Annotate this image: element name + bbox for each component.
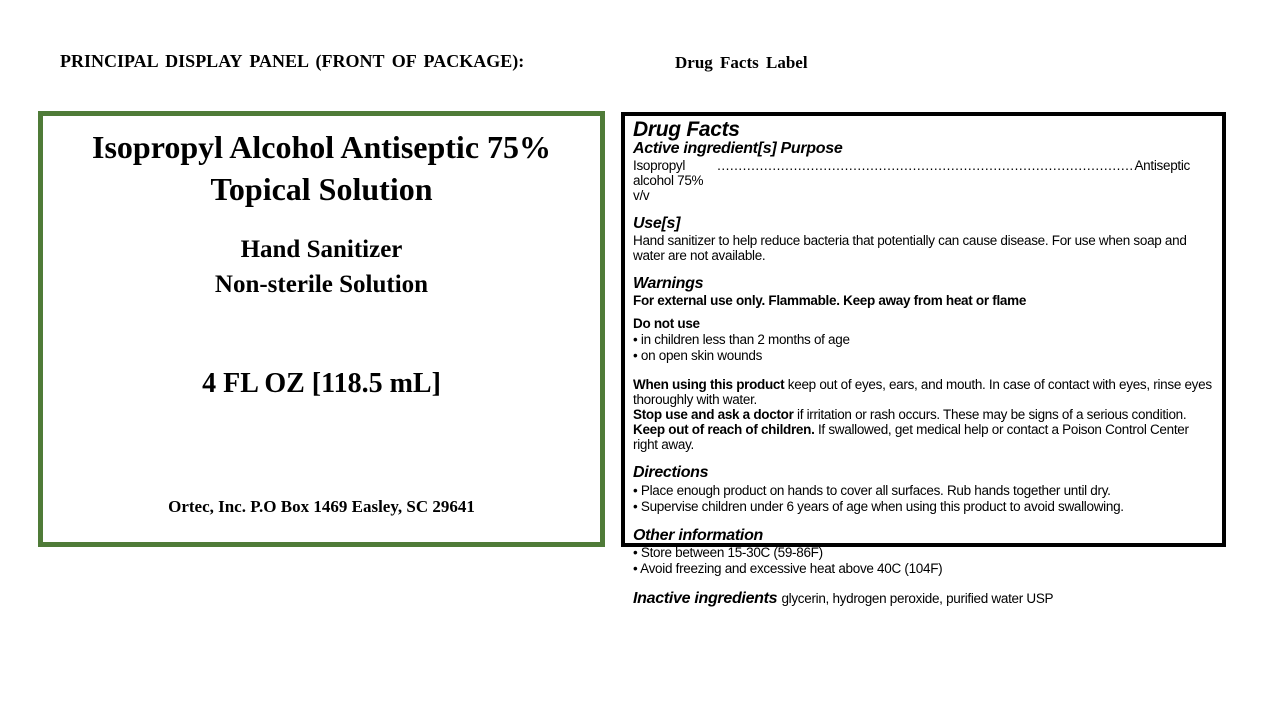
directions-section (633, 465, 1212, 514)
product-subtitle (43, 232, 600, 302)
when-using-lead: When using this product (633, 376, 785, 392)
principal-display-panel-heading: PRINCIPAL DISPLAY PANEL (FRONT OF PACKAGE): (60, 51, 525, 71)
active-ingredient-name: Isopropyl alcohol 75% v/v (633, 157, 704, 204)
stop-use-rest: if irritation or rash occurs. These may be signs of a serious condition. (793, 406, 1187, 422)
other-information-bullet: • Store between 15-30C (59-86F) (633, 545, 1212, 561)
warnings-heading: Warnings (633, 275, 704, 293)
drug-facts-label-heading: Drug Facts Label (675, 53, 808, 72)
directions-heading: Directions (633, 464, 709, 482)
do-not-use-block (633, 316, 1212, 364)
drug-facts-title: Drug Facts (633, 118, 740, 141)
net-contents: 4 FL OZ [118.5 mL] (202, 368, 441, 400)
manufacturer-address: Ortec, Inc. P.O Box 1469 Easley, SC 29641 (168, 497, 475, 517)
inactive-ingredients-section (633, 590, 1212, 608)
uses-body: Hand sanitizer to help reduce bacteria that potentially can cause disease. For use when soap and water are not available. (633, 232, 1187, 264)
other-information-heading: Other information (633, 526, 764, 544)
other-information-bullet: • Avoid freezing and excessive heat above 40C (104F) (633, 561, 1212, 577)
product-title-line2: Topical Solution (210, 171, 433, 208)
product-subtitle-line2: Non-sterile Solution (214, 271, 429, 299)
inactive-ingredients-list: glycerin, hydrogen peroxide, purified water USP (781, 591, 1054, 607)
warnings-section (633, 276, 1212, 452)
uses-section (633, 216, 1212, 263)
directions-bullet: • Supervise children under 6 years of age when using this product to avoid swallowing. (633, 499, 1212, 515)
keep-out-lead: Keep out of reach of children. (633, 422, 815, 438)
do-not-use-bullet: • on open skin wounds (633, 348, 1212, 364)
active-ingredient-purpose: Antiseptic (1134, 157, 1190, 173)
keep-out-rest: If swallowed, get medical help or contact a Poison Control Center right away. (633, 422, 1189, 453)
other-information-bullets (633, 545, 1212, 577)
product-title-line1: Isopropyl Alcohol Antiseptic 75% (91, 129, 552, 165)
front-package-label (38, 111, 605, 547)
stop-use-lead: Stop use and ask a doctor (633, 406, 794, 422)
inactive-ingredients-heading: Inactive ingredients (633, 590, 778, 608)
active-ingredient-heading: Active ingredient[s] Purpose (633, 140, 843, 158)
drug-facts-panel (621, 112, 1226, 608)
directions-bullet: • Place enough product on hands to cover all surfaces. Rub hands together until dry. (633, 483, 1212, 499)
active-ingredient-row (633, 158, 1190, 203)
do-not-use-bullet: • in children less than 2 months of age (633, 332, 1212, 348)
flammable-warning: For external use only. Flammable. Keep away from heat or flame (633, 292, 1027, 308)
do-not-use-bullets (633, 332, 1212, 364)
do-not-use-heading: Do not use (633, 316, 700, 332)
directions-bullets (633, 483, 1212, 515)
keep-out-statement (633, 422, 1212, 452)
other-information-section (633, 528, 1212, 577)
product-subtitle-line1: Hand Sanitizer (240, 236, 403, 264)
uses-heading: Use[s] (633, 215, 681, 233)
warning-statements (633, 377, 1212, 453)
when-using-rest: keep out of eyes, ears, and mouth. In case of contact with eyes, rinse eyes thoroughly with water. (633, 376, 1212, 407)
stop-use-statement (633, 407, 1212, 422)
product-title (43, 126, 600, 210)
dotted-leader (717, 158, 1134, 173)
when-using-statement (633, 377, 1212, 407)
